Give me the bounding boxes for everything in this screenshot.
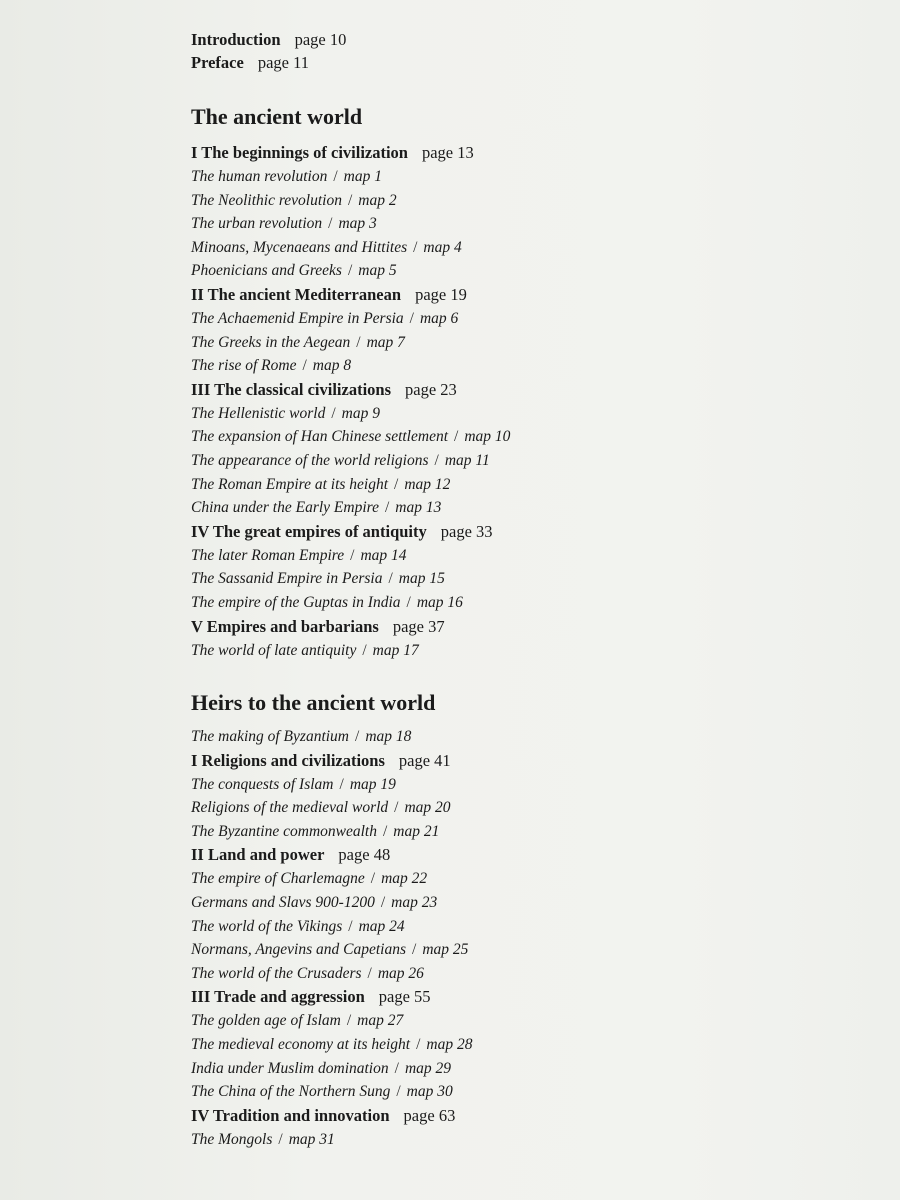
entry-title: The Achaemenid Empire in Persia <box>191 309 404 327</box>
entry-separator: / <box>394 799 399 817</box>
entry-map-ref: map 17 <box>372 641 419 659</box>
front-matter-page: page 10 <box>294 30 347 49</box>
entry-map-ref: map 7 <box>366 333 405 351</box>
entry-title: Minoans, Mycenaeans and Hittites <box>191 238 408 256</box>
front-matter-item <box>191 51 791 74</box>
entry-title: Religions of the medieval world <box>191 799 389 817</box>
entry-map-ref: map 22 <box>381 870 428 888</box>
entry-map-ref: map 27 <box>357 1012 404 1030</box>
entry-title: The conquests of Islam <box>191 775 334 793</box>
entry-map-ref: map 31 <box>288 1130 335 1148</box>
entry-separator: / <box>413 238 418 256</box>
section-heading <box>191 985 791 1009</box>
entry-map-ref: map 26 <box>377 964 424 982</box>
entry-map-ref: map 15 <box>398 570 445 588</box>
toc-entry <box>191 236 791 260</box>
toc-entry <box>191 1057 791 1081</box>
entry-separator: / <box>333 168 338 185</box>
toc-entry <box>191 473 791 497</box>
entry-separator: / <box>278 1130 283 1148</box>
entry-separator: / <box>406 593 411 611</box>
toc-entry <box>191 189 791 213</box>
toc-entry <box>191 402 791 426</box>
entry-separator: / <box>355 728 360 746</box>
toc-entry <box>191 449 791 473</box>
entry-separator: / <box>380 894 386 912</box>
entry-map-ref: map 18 <box>365 728 412 746</box>
entry-separator: / <box>339 775 344 793</box>
section-title: I Religions and civilizations <box>191 750 385 770</box>
entry-separator: / <box>328 215 333 233</box>
entry-separator: / <box>367 964 372 982</box>
entry-title: China under the Early Empire <box>191 499 379 517</box>
entry-title: The Mongols <box>191 1130 273 1148</box>
entry-title: The urban revolution <box>191 215 323 233</box>
entry-map-ref: map 28 <box>426 1036 473 1054</box>
toc-entry <box>191 544 791 568</box>
entry-separator: / <box>394 1059 399 1077</box>
entry-separator: / <box>409 309 414 327</box>
section-page: page 55 <box>378 987 431 1007</box>
toc-entry <box>191 962 791 986</box>
front-matter-page: page 11 <box>257 53 309 72</box>
entry-title: The rise of Rome <box>191 357 297 375</box>
toc-entry <box>191 212 791 236</box>
toc-entry <box>191 496 791 520</box>
section-page: page 48 <box>338 845 391 865</box>
entry-title: The Sassanid Empire in Persia <box>191 570 383 588</box>
entry-title: The China of the Northern Sung <box>191 1083 391 1101</box>
entry-title: The human revolution <box>191 168 328 185</box>
entry-title: The Neolithic revolution <box>191 191 342 209</box>
entry-map-ref: map 5 <box>358 262 397 280</box>
entry-map-ref: map 11 <box>444 451 490 469</box>
part-heading: Heirs to the ancient world <box>191 690 436 716</box>
entry-map-ref: map 2 <box>358 191 397 209</box>
section-page: page 33 <box>440 521 493 541</box>
section-heading <box>191 615 791 639</box>
entry-title: The world of late antiquity <box>191 641 357 659</box>
entry-title: The later Roman Empire <box>191 546 345 564</box>
entry-map-ref: map 1 <box>343 168 382 185</box>
section-heading <box>191 283 791 307</box>
section-page: page 63 <box>403 1105 456 1125</box>
table-of-contents <box>191 28 791 1151</box>
entry-title: The Greeks in the Aegean <box>191 333 351 351</box>
toc-entry <box>191 165 791 189</box>
section-heading <box>191 520 791 544</box>
front-matter-label: Preface <box>191 53 244 72</box>
section-page: page 23 <box>405 379 457 399</box>
entry-map-ref: map 6 <box>419 309 459 327</box>
entry-map-ref: map 29 <box>404 1059 452 1077</box>
toc-entry <box>191 938 791 962</box>
toc-entry <box>191 820 791 844</box>
entry-map-ref: map 21 <box>393 822 440 840</box>
entry-title: The empire of Charlemagne <box>191 870 365 888</box>
entry-title: The world of the Vikings <box>191 917 343 935</box>
section-title: II Land and power <box>191 845 325 865</box>
entry-separator: / <box>356 333 361 351</box>
entry-map-ref: map 9 <box>341 404 380 422</box>
section-title: IV The great empires of antiquity <box>191 521 427 541</box>
entry-map-ref: map 3 <box>338 215 377 233</box>
section-title: III Trade and aggression <box>191 987 365 1007</box>
section-page: page 37 <box>392 616 445 636</box>
section-page: page 13 <box>421 143 474 162</box>
entry-map-ref: map 14 <box>360 546 407 564</box>
toc-entry <box>191 425 791 449</box>
entry-separator: / <box>388 570 393 588</box>
toc-entry <box>191 867 791 891</box>
section-title: III The classical civilizations <box>191 379 391 399</box>
toc-entry <box>191 307 791 331</box>
entry-map-ref: map 12 <box>404 475 451 493</box>
entry-map-ref: map 23 <box>391 894 438 912</box>
entry-separator: / <box>348 917 353 935</box>
section-title: IV Tradition and innovation <box>191 1105 390 1125</box>
entry-separator: / <box>382 822 388 840</box>
section-title: V Empires and barbarians <box>191 616 379 636</box>
entry-title: The golden age of Islam <box>191 1012 341 1030</box>
section-heading <box>191 843 791 867</box>
entry-map-ref: map 10 <box>464 428 511 446</box>
toc-entry <box>191 354 791 378</box>
section-heading <box>191 749 791 773</box>
toc-entry <box>191 1128 791 1152</box>
section-title: II The ancient Mediterranean <box>191 284 402 304</box>
entry-separator: / <box>346 1012 352 1030</box>
entry-map-ref: map 24 <box>358 917 405 935</box>
entry-separator: / <box>412 941 417 959</box>
entry-map-ref: map 19 <box>349 775 396 793</box>
toc-entry <box>191 796 791 820</box>
entry-separator: / <box>454 428 459 446</box>
entry-separator: / <box>347 191 353 209</box>
entry-separator: / <box>434 451 439 469</box>
entry-title: The Hellenistic world <box>191 404 326 422</box>
entry-title: The expansion of Han Chinese settlement <box>191 428 448 446</box>
toc-entry <box>191 331 791 355</box>
entry-separator: / <box>350 546 355 564</box>
entry-title: The making of Byzantium <box>191 728 349 746</box>
entry-title: Phoenicians and Greeks <box>191 262 342 280</box>
section-heading <box>191 1104 791 1128</box>
toc-entry <box>191 915 791 939</box>
toc-entry <box>191 773 791 797</box>
entry-separator: / <box>396 1083 401 1101</box>
section-title: I The beginnings of civilization <box>191 143 408 162</box>
toc-entry <box>191 591 791 615</box>
front-matter-label: Introduction <box>191 30 281 49</box>
entry-map-ref: map 4 <box>423 238 462 256</box>
entry-title: The Roman Empire at its height <box>191 475 389 493</box>
toc-entry <box>191 891 791 915</box>
toc-entry <box>191 1080 791 1104</box>
entry-separator: / <box>347 262 353 280</box>
entry-map-ref: map 20 <box>404 799 451 817</box>
entry-title: The Byzantine commonwealth <box>191 822 377 840</box>
toc-entry <box>191 639 791 663</box>
toc-entry <box>191 567 791 591</box>
entry-separator: / <box>302 357 307 375</box>
toc-entry <box>191 1033 791 1057</box>
entry-map-ref: map 16 <box>416 593 463 611</box>
entry-title: India under Muslim domination <box>191 1059 389 1077</box>
section-heading <box>191 378 791 402</box>
entry-separator: / <box>384 499 390 517</box>
entry-separator: / <box>416 1036 421 1054</box>
entry-separator: / <box>331 404 336 422</box>
toc-entry <box>191 725 791 749</box>
part-heading: The ancient world <box>191 104 363 129</box>
section-page: page 19 <box>415 284 467 304</box>
front-matter-item <box>191 28 791 51</box>
entry-title: The world of the Crusaders <box>191 964 362 982</box>
entry-separator: / <box>394 475 399 493</box>
entry-title: Germans and Slavs 900-1200 <box>191 894 375 912</box>
entry-separator: / <box>370 870 376 888</box>
entry-separator: / <box>362 641 367 659</box>
section-page: page 41 <box>398 750 451 770</box>
entry-title: The medieval economy at its height <box>191 1036 411 1054</box>
entry-title: Normans, Angevins and Capetians <box>191 941 406 959</box>
section-heading <box>191 141 791 165</box>
entry-title: The empire of the Guptas in India <box>191 593 401 611</box>
entry-map-ref: map 25 <box>422 941 469 959</box>
toc-entry <box>191 1009 791 1033</box>
entry-map-ref: map 13 <box>395 499 442 517</box>
entry-map-ref: map 8 <box>312 357 352 375</box>
toc-entry <box>191 259 791 283</box>
entry-title: The appearance of the world religions <box>191 451 429 469</box>
entry-map-ref: map 30 <box>406 1083 453 1101</box>
